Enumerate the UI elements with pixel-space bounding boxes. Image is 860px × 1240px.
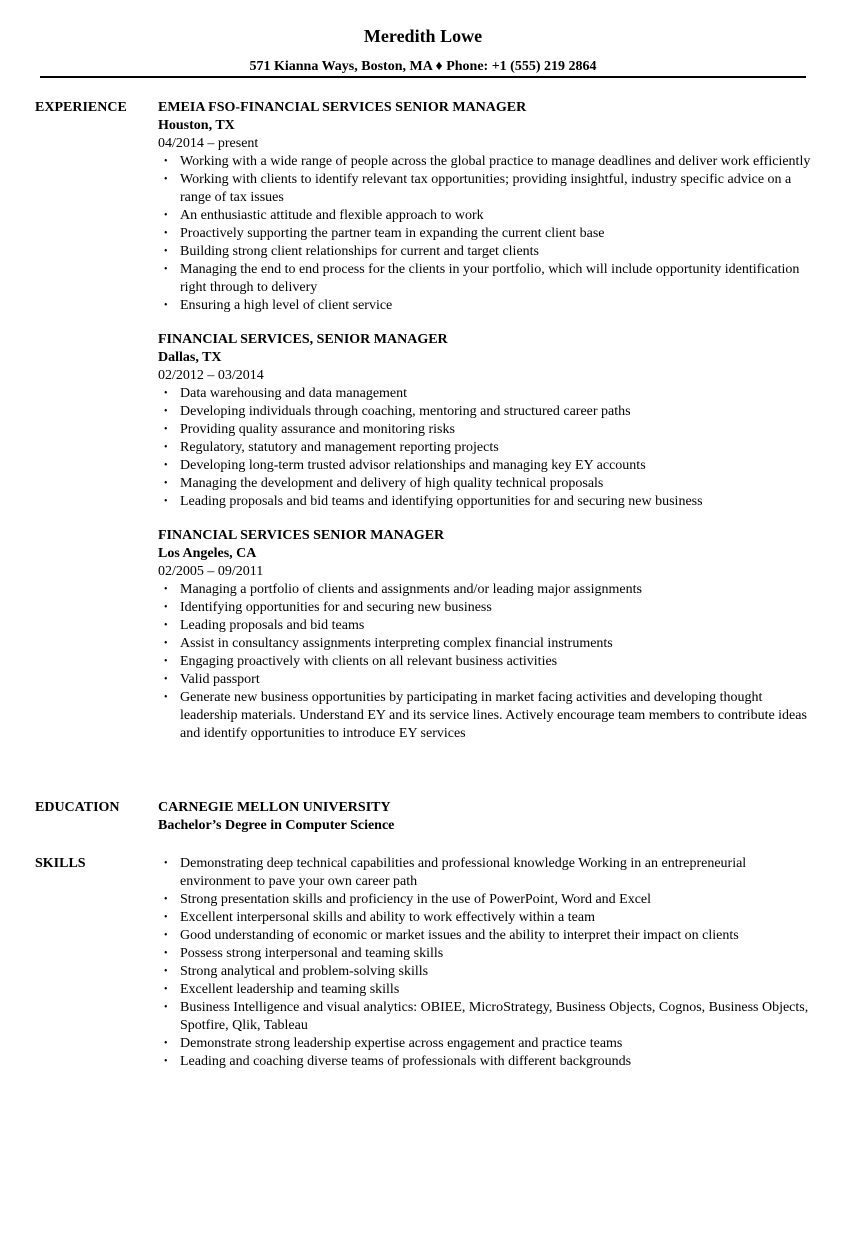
bullet-icon: • bbox=[164, 674, 168, 685]
skill-text: Strong presentation skills and proficiency in the use of PowerPoint, Word and Excel bbox=[180, 892, 652, 907]
skill-text: Excellent leadership and teaming skills bbox=[180, 982, 400, 997]
skill-item bbox=[164, 945, 818, 963]
bullet-text: Data warehousing and data management bbox=[180, 386, 408, 401]
list-item bbox=[164, 153, 818, 171]
diamond-separator-icon: ♦ bbox=[435, 59, 443, 74]
list-item bbox=[164, 439, 818, 457]
skill-item bbox=[164, 927, 818, 945]
job-entry bbox=[158, 99, 818, 315]
list-item bbox=[164, 617, 818, 635]
skill-text: Leading and coaching diverse teams of professionals with different backgrounds bbox=[180, 1054, 632, 1069]
list-item bbox=[164, 671, 818, 689]
bullet-icon: • bbox=[164, 300, 168, 311]
bullet-text: Managing the end to end process for the clients in your portfolio, which will include opportunity identification right through to delivery bbox=[180, 262, 800, 295]
bullet-text: Assist in consultancy assignments interpreting complex financial instruments bbox=[180, 636, 613, 651]
bullet-icon: • bbox=[164, 638, 168, 649]
bullet-icon: • bbox=[164, 966, 168, 977]
header-divider bbox=[40, 76, 806, 78]
skill-item bbox=[164, 963, 818, 981]
bullet-icon: • bbox=[164, 424, 168, 435]
list-item bbox=[164, 403, 818, 421]
job-entry bbox=[158, 527, 818, 743]
bullet-icon: • bbox=[164, 656, 168, 667]
bullet-icon: • bbox=[164, 984, 168, 995]
bullet-text: Ensuring a high level of client service bbox=[180, 298, 393, 313]
job-title: EMEIA FSO-FINANCIAL SERVICES SENIOR MANAGER bbox=[158, 100, 527, 115]
skill-item bbox=[164, 999, 818, 1035]
bullet-icon: • bbox=[164, 156, 168, 167]
bullet-text: Working with clients to identify relevant tax opportunities; providing insightful, industry specific advice on a range of tax issues bbox=[180, 172, 792, 205]
bullet-text: Leading proposals and bid teams bbox=[180, 618, 365, 633]
list-item bbox=[164, 635, 818, 653]
job-bullet-list bbox=[158, 385, 818, 511]
bullet-icon: • bbox=[164, 496, 168, 507]
list-item bbox=[164, 493, 818, 511]
job-dates: 04/2014 – present bbox=[158, 136, 259, 151]
bullet-icon: • bbox=[164, 388, 168, 399]
bullet-text: Engaging proactively with clients on all relevant business activities bbox=[180, 654, 558, 669]
job-bullet-list bbox=[158, 581, 818, 743]
bullet-text: Providing quality assurance and monitoring risks bbox=[180, 422, 455, 437]
bullet-text: Managing the development and delivery of high quality technical proposals bbox=[180, 476, 604, 491]
list-item bbox=[164, 385, 818, 403]
bullet-icon: • bbox=[164, 858, 168, 869]
list-item bbox=[164, 689, 818, 743]
skill-item bbox=[164, 1035, 818, 1053]
skill-item bbox=[164, 981, 818, 999]
bullet-icon: • bbox=[164, 620, 168, 631]
experience-list bbox=[158, 99, 818, 759]
bullet-icon: • bbox=[164, 692, 168, 703]
bullet-icon: • bbox=[164, 460, 168, 471]
job-title: FINANCIAL SERVICES, SENIOR MANAGER bbox=[158, 332, 448, 347]
skill-text: Good understanding of economic or market issues and the ability to interpret their impact on clients bbox=[180, 928, 739, 943]
degree: Bachelor’s Degree in Computer Science bbox=[158, 818, 395, 833]
job-dates: 02/2012 – 03/2014 bbox=[158, 368, 264, 383]
bullet-text: Developing individuals through coaching, mentoring and structured career paths bbox=[180, 404, 631, 419]
bullet-text: Managing a portfolio of clients and assignments and/or leading major assignments bbox=[180, 582, 642, 597]
skill-item bbox=[164, 909, 818, 927]
bullet-text: Identifying opportunities for and securing new business bbox=[180, 600, 492, 615]
list-item bbox=[164, 243, 818, 261]
bullet-icon: • bbox=[164, 210, 168, 221]
skill-text: Demonstrating deep technical capabilities and professional knowledge Working in an entrepreneurial environment to pave your own career path bbox=[180, 856, 747, 889]
job-bullet-list bbox=[158, 153, 818, 315]
bullet-icon: • bbox=[164, 1056, 168, 1067]
list-item bbox=[164, 581, 818, 599]
job-dates: 02/2005 – 09/2011 bbox=[158, 564, 264, 579]
bullet-icon: • bbox=[164, 246, 168, 257]
list-item bbox=[164, 261, 818, 297]
list-item bbox=[164, 421, 818, 439]
list-item bbox=[164, 653, 818, 671]
bullet-icon: • bbox=[164, 264, 168, 275]
skill-item bbox=[164, 891, 818, 909]
bullet-icon: • bbox=[164, 930, 168, 941]
bullet-icon: • bbox=[164, 1038, 168, 1049]
skills-list-wrapper bbox=[158, 855, 818, 1071]
job-title: FINANCIAL SERVICES SENIOR MANAGER bbox=[158, 528, 445, 543]
bullet-text: Developing long-term trusted advisor relationships and managing key EY accounts bbox=[180, 458, 646, 473]
list-item bbox=[164, 475, 818, 493]
list-item bbox=[164, 599, 818, 617]
skill-item bbox=[164, 1053, 818, 1071]
bullet-icon: • bbox=[164, 948, 168, 959]
job-location: Los Angeles, CA bbox=[158, 546, 257, 561]
bullet-icon: • bbox=[164, 894, 168, 905]
bullet-icon: • bbox=[164, 1002, 168, 1013]
bullet-icon: • bbox=[164, 478, 168, 489]
bullet-icon: • bbox=[164, 602, 168, 613]
bullet-text: An enthusiastic attitude and flexible approach to work bbox=[180, 208, 484, 223]
section-label-education: EDUCATION bbox=[35, 800, 120, 815]
skill-text: Possess strong interpersonal and teaming skills bbox=[180, 946, 444, 961]
bullet-text: Valid passport bbox=[180, 672, 260, 687]
bullet-text: Regulatory, statutory and management reporting projects bbox=[180, 440, 499, 455]
list-item bbox=[164, 225, 818, 243]
bullet-text: Building strong client relationships for current and target clients bbox=[180, 244, 539, 259]
skill-text: Strong analytical and problem-solving skills bbox=[180, 964, 429, 979]
bullet-icon: • bbox=[164, 174, 168, 185]
bullet-text: Leading proposals and bid teams and identifying opportunities for and securing new business bbox=[180, 494, 703, 509]
resume-header bbox=[0, 24, 846, 76]
bullet-icon: • bbox=[164, 912, 168, 923]
bullet-icon: • bbox=[164, 228, 168, 239]
bullet-text: Proactively supporting the partner team in expanding the current client base bbox=[180, 226, 605, 241]
contact-line bbox=[0, 58, 846, 76]
section-label-experience: EXPERIENCE bbox=[35, 100, 127, 115]
job-location: Houston, TX bbox=[158, 118, 235, 133]
skill-text: Business Intelligence and visual analytics: OBIEE, MicroStrategy, Business Objects, Cognos, Business Objects, Spotfire, Qlik, Tableau bbox=[180, 1000, 809, 1033]
list-item bbox=[164, 207, 818, 225]
candidate-name: Meredith Lowe bbox=[363, 26, 483, 46]
bullet-icon: • bbox=[164, 584, 168, 595]
address: 571 Kianna Ways, Boston, MA bbox=[249, 59, 433, 74]
education-entry bbox=[158, 799, 818, 835]
job-location: Dallas, TX bbox=[158, 350, 222, 365]
bullet-icon: • bbox=[164, 442, 168, 453]
bullet-text: Generate new business opportunities by participating in market facing activities and developing thought leadership materials. Understand EY and its service lines. Actively encourage team members to contribute ideas and identify opportunities to introduce EY services bbox=[180, 690, 807, 741]
phone: Phone: +1 (555) 219 2864 bbox=[446, 59, 597, 74]
list-item bbox=[164, 457, 818, 475]
school-name: CARNEGIE MELLON UNIVERSITY bbox=[158, 800, 391, 815]
section-label-skills: SKILLS bbox=[35, 856, 86, 871]
list-item bbox=[164, 297, 818, 315]
job-entry bbox=[158, 331, 818, 511]
bullet-text: Working with a wide range of people across the global practice to manage deadlines and deliver work efficiently bbox=[180, 154, 811, 169]
bullet-icon: • bbox=[164, 406, 168, 417]
skill-item bbox=[164, 855, 818, 891]
skills-list bbox=[158, 855, 818, 1071]
list-item bbox=[164, 171, 818, 207]
skill-text: Demonstrate strong leadership expertise across engagement and practice teams bbox=[180, 1036, 623, 1051]
skill-text: Excellent interpersonal skills and ability to work effectively within a team bbox=[180, 910, 595, 925]
